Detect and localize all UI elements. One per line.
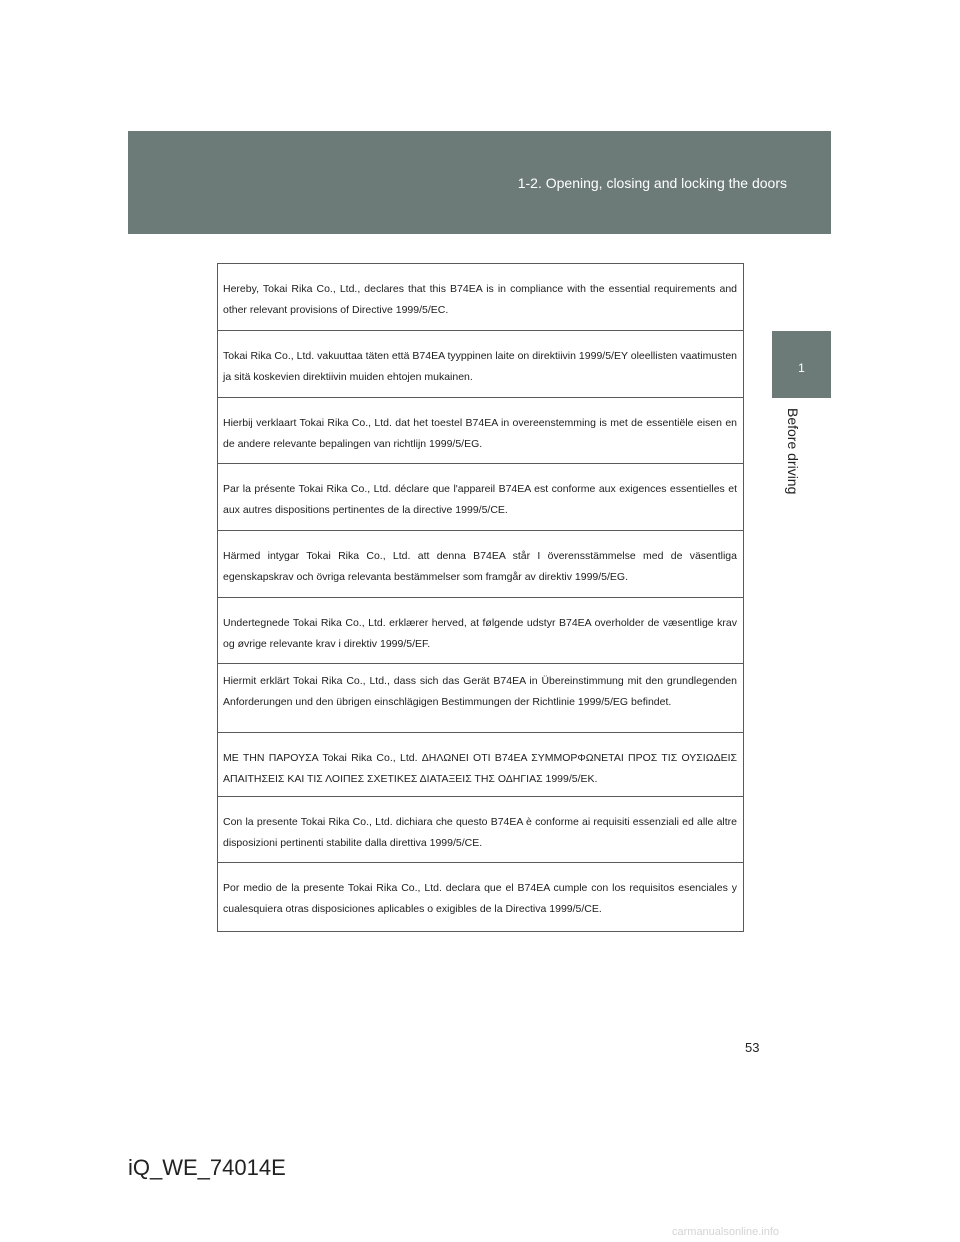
declaration-finnish: Tokai Rika Co., Ltd. vakuuttaa täten että B74EA tyyppinen laite on direktiivin 1999/5/EY oleellisten vaatimusten ja sitä koskevien direktiivin muiden ehtojen mukainen. [218, 331, 743, 398]
chapter-tab [772, 331, 831, 398]
declarations-table [217, 263, 744, 932]
chapter-number: 1 [798, 361, 805, 375]
declaration-swedish: Härmed intygar Tokai Rika Co., Ltd. att denna B74EA står I överensstämmelse med de väsentliga egenskapskrav och övriga relevanta bestämmelser som framgår av direktiv 1999/5/EG. [218, 531, 743, 598]
chapter-name: Before driving [785, 408, 801, 495]
watermark: carmanualsonline.info [672, 1226, 780, 1238]
declaration-english: Hereby, Tokai Rika Co., Ltd., declares that this B74EA is in compliance with the essential requirements and other relevant provisions of Directive 1999/5/EC. [218, 264, 743, 331]
declaration-german: Hiermit erklärt Tokai Rika Co., Ltd., dass sich das Gerät B74EA in Übereinstimmung mit den grundlegenden Anforderungen und den übrigen einschlägigen Bestimmungen der Richtlinie 1999/5/EG befindet. [218, 664, 743, 733]
declaration-danish: Undertegnede Tokai Rika Co., Ltd. erklærer herved, at følgende udstyr B74EA overholder de væsentlige krav og øvrige relevante krav i direktiv 1999/5/EF. [218, 598, 743, 664]
declaration-spanish: Por medio de la presente Tokai Rika Co., Ltd. declara que el B74EA cumple con los requisitos esenciales y cualesquiera otras disposiciones aplicables o exigibles de la Directiva 1999/5/CE. [218, 863, 743, 932]
declaration-dutch: Hierbij verklaart Tokai Rika Co., Ltd. dat het toestel B74EA in overeenstemming is met de essentiële eisen en de andere relevante bepalingen van richtlijn 1999/5/EG. [218, 398, 743, 464]
document-code: iQ_WE_74014E [128, 1155, 286, 1180]
declaration-greek: ΜΕ ΤΗΝ ΠΑΡΟΥΣΑ Tokai Rika Co., Ltd. ΔΗΛΩΝΕΙ ΟΤΙ B74EA ΣΥΜΜΟΡΦΩΝΕΤΑΙ ΠΡΟΣ ΤΙΣ ΟΥΣΙΩΔΕΙΣ ΑΠΑΙΤΗΣΕΙΣ ΚΑΙ ΤΙΣ ΛΟΙΠΕΣ ΣΧΕΤΙΚΕΣ ΔΙΑΤΑΞΕΙΣ ΤΗΣ ΟΔΗΓΙΑΣ 1999/5/ΕΚ. [218, 733, 743, 797]
declaration-french: Par la présente Tokai Rika Co., Ltd. déclare que l'appareil B74EA est conforme aux exigences essentielles et aux autres dispositions pertinentes de la directive 1999/5/CE. [218, 464, 743, 531]
page-number: 53 [745, 1040, 760, 1055]
header-band [128, 131, 831, 234]
declaration-italian: Con la presente Tokai Rika Co., Ltd. dichiara che questo B74EA è conforme ai requisiti essenziali ed alle altre disposizioni pertinenti stabilite dalla direttiva 1999/5/CE. [218, 797, 743, 863]
section-title: 1-2. Opening, closing and locking the doors [517, 175, 787, 191]
